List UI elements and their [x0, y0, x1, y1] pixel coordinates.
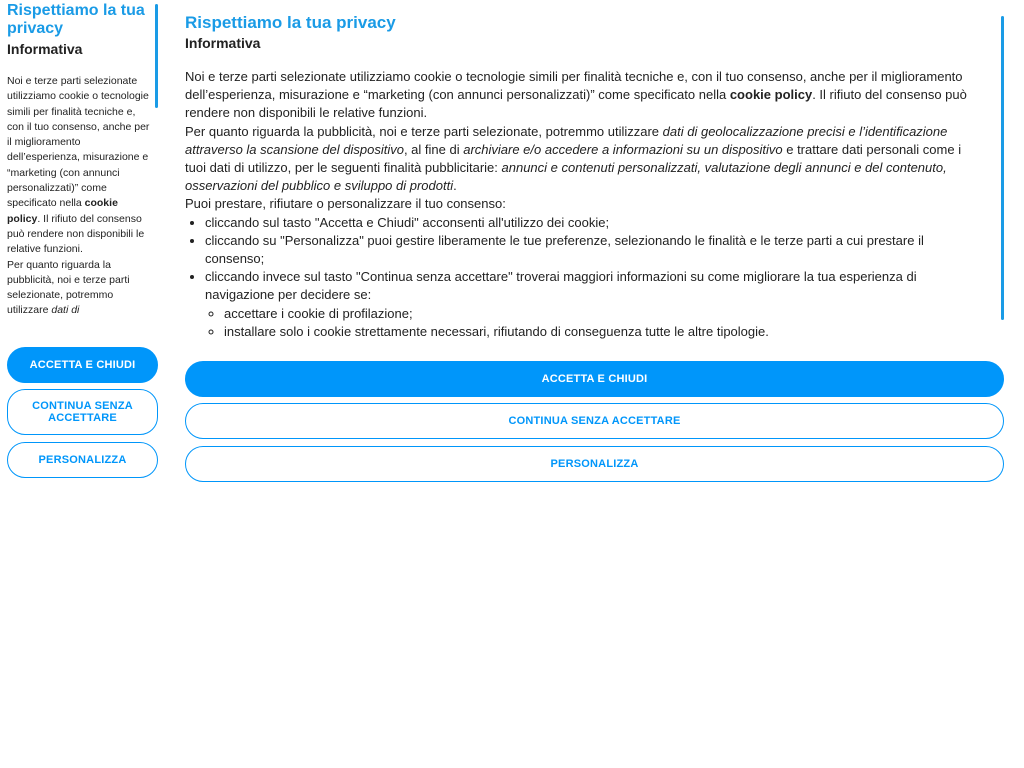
consent-dialog-wide — [185, 0, 1004, 768]
body-text: . Il rifiuto del consenso può rendere non disponibili le relative funzioni. — [7, 212, 145, 256]
paragraph — [185, 123, 985, 196]
dialog-subtitle: Informativa — [185, 35, 261, 51]
list-item: ◦ installare solo i cookie strettamente necessari, rifiutando di conseguenza tutte le altre tipologie. — [224, 323, 985, 341]
cookie-policy-link[interactable]: cookie policy — [729, 87, 813, 103]
list-item-text: cliccando invece sul tasto "Continua senza accettare" troverai maggiori informazioni su come migliorare la tua esperienza di navigazione per decidere se: — [205, 269, 917, 303]
dialog-title: Rispettiamo la tua privacy — [7, 2, 145, 37]
dialog-title: Rispettiamo la tua privacy — [185, 13, 396, 32]
accept-and-close-button[interactable]: ACCETTA E CHIUDI — [185, 361, 1004, 397]
list-item: • cliccando su "Personalizza" puoi gestire liberamente le tue preferenze, selezionando le finalità e le terze parti a cui prestare il consenso; — [205, 232, 985, 268]
continue-without-accepting-button[interactable]: CONTINUA SENZA ACCETTARE — [7, 389, 158, 435]
sub-options-list — [205, 305, 985, 341]
body-text: , al fine di — [403, 141, 464, 157]
dialog-body — [185, 68, 985, 341]
body-text: . — [453, 178, 457, 194]
continue-without-accepting-button[interactable]: CONTINUA SENZA ACCETTARE — [185, 403, 1004, 439]
paragraph: Puoi prestare, rifiutare o personalizzare il tuo consenso: — [185, 196, 506, 212]
consent-scroll-area-wide[interactable] — [185, 0, 1004, 345]
body-text-italic: dati di geolocalizzazione precisi e l’identificazione attraverso la scansione del dispositivo — [185, 123, 948, 157]
body-text: Noi e terze parti selezionate utilizziamo cookie o tecnologie simili per finalità tecniche e, con il tuo consenso, anche per il miglioramento dell’esperienza, misurazione e “marketing (con annunci personalizzati)” come specificato nella — [185, 69, 963, 103]
body-text-italic: annunci e contenuti personalizzati, valutazione degli annunci e del contenuto, osservazioni del pubblico e sviluppo di prodotti — [185, 160, 947, 194]
body-text-italic: dati di — [51, 304, 80, 317]
body-text: . Il rifiuto del consenso può rendere non disponibili le relative funzioni. — [185, 87, 967, 121]
scrollbar-thumb[interactable] — [155, 4, 158, 108]
customize-button[interactable]: PERSONALIZZA — [7, 442, 158, 478]
body-text: Per quanto riguarda la pubblicità, noi e terze parti selezionate, potremmo utilizzare — [7, 258, 130, 317]
body-text: Noi e terze parti selezionate utilizziamo cookie o tecnologie simili per finalità tecniche e, con il tuo consenso, anche per il miglioramento dell’esperienza, misurazione e “marketing (con annunci personalizzati)” come specificato nella — [7, 75, 150, 210]
cookie-policy-link[interactable]: cookie policy — [7, 197, 118, 225]
scroll-fade — [7, 316, 158, 336]
consent-options-list — [185, 214, 985, 341]
body-text-italic: archiviare e/o accedere a informazioni su un dispositivo — [463, 141, 783, 157]
customize-button[interactable]: PERSONALIZZA — [185, 446, 1004, 482]
scrollbar-thumb[interactable] — [1001, 16, 1004, 320]
paragraph — [185, 68, 985, 123]
body-text: e trattare dati personali come i tuoi dati di utilizzo, per le seguenti finalità pubblicitarie: — [185, 141, 962, 176]
consent-scroll-area-narrow[interactable] — [7, 0, 158, 336]
dialog-body — [7, 74, 152, 319]
list-item: ◦ accettare i cookie di profilazione; — [224, 305, 985, 323]
accept-and-close-button[interactable]: ACCETTA E CHIUDI — [7, 347, 158, 383]
dialog-subtitle: Informativa — [7, 41, 83, 57]
list-item: • cliccando sul tasto "Accetta e Chiudi" acconsenti all'utilizzo dei cookie; — [205, 214, 985, 232]
body-text: Per quanto riguarda la pubblicità, noi e terze parti selezionate, potremmo utilizzare — [185, 123, 663, 139]
list-item — [205, 268, 985, 341]
consent-dialog-narrow — [7, 0, 158, 768]
